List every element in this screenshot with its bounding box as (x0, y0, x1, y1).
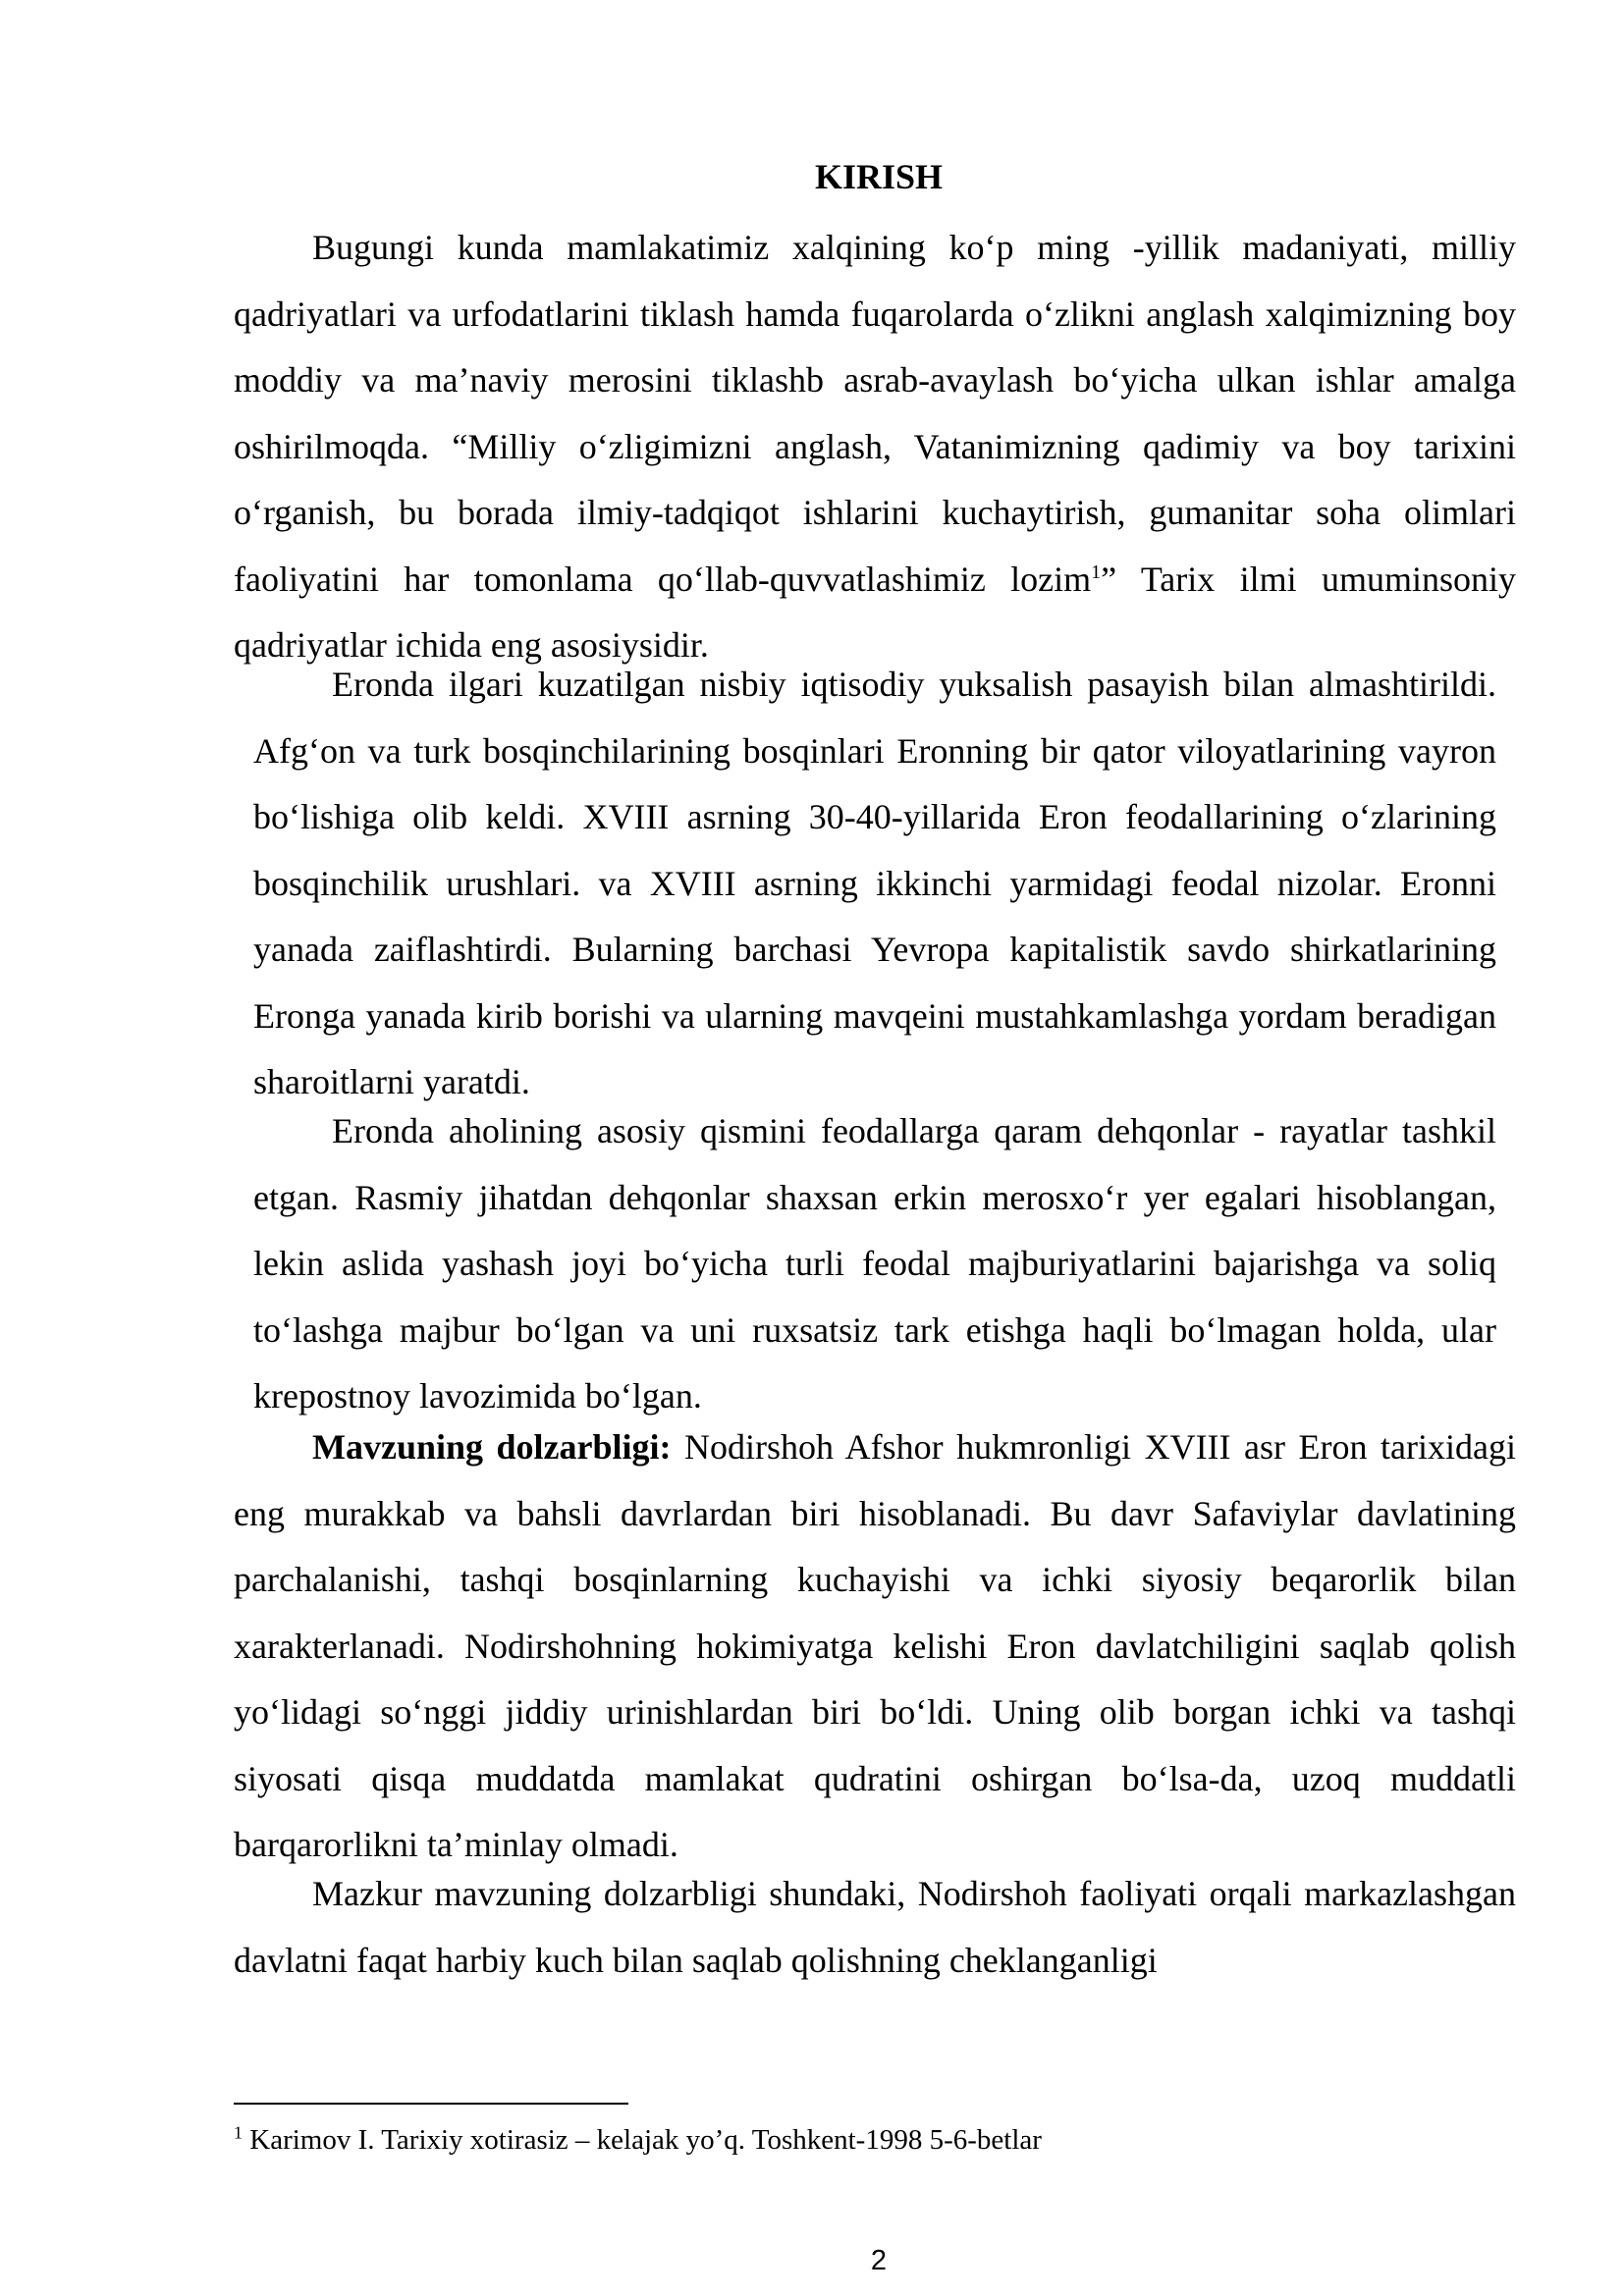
paragraph-intro-text: Bugungi kunda mamlakatimiz xalqining ko‘p ming -yillik madaniyati, milliy qadriyatlari va urfodatlarini tiklash hamda fuqarolarda o‘zlikni anglash xalqimizning boy moddiy va ma’naviy merosini tiklashb asrab-avaylash bo‘yicha ulkan ishlar amalga oshirilmoqda. “Milliy o‘zligimizni anglash, Vatanimizning qadimiy va boy tarixini o‘rganish, bu borada ilmiy-tadqiqot ishlarini kuchaytirish, gumanitar soha olimlari faoliyatini har tomonlama qo‘llab-quvvatlashimiz lozim (234, 228, 1516, 599)
paragraph-peasants: Eronda aholining asosiy qismini feodallarga qaram dehqonlar - rayatlar tashkil etgan. Rasmiy jihatdan dehqonlar shaxsan erkin merosxo‘r yer egalari hisoblangan, lekin aslida yashash joyi bo‘yicha turli feodal majburiyatlarini bajarishga va soliq to‘lashga majbur bo‘lgan va uni ruxsatsiz tark etishga haqli bo‘lmagan holda, ular krepostnoy lavozimida bo‘lgan. (253, 1111, 1496, 1415)
paragraph-significance: Mazkur mavzuning dolzarbligi shundaki, Nodirshoh faoliyati orqali markazlashgan davlatni faqat harbiy kuch bilan saqlab qolishning cheklanganligi (234, 1874, 1516, 1980)
footnote-separator (234, 2103, 628, 2105)
footnote-text: Karimov I. Tarixiy xotirasiz – kelajak yo’q. Toshkent-1998 5-6-betlar (243, 2124, 1042, 2156)
relevance-lead: Mavzuning dolzarbligi: (312, 1427, 672, 1467)
page-number: 2 (870, 2245, 888, 2276)
page-heading: KIRISH (814, 157, 944, 196)
paragraph-economy: Eronda ilgari kuzatilgan nisbiy iqtisodiy yuksalish pasayish bilan almashtirildi. Afg‘on va turk bosqinchilarining bosqinlari Eronning bir qator viloyatlarining vayron bo‘lishiga olib keldi. XVIII asrning 30-40-yillarida Eron feodallarining o‘zlarining bosqinchilik urushlari. va XVIII asrning ikkinchi yarmidagi feodal nizolar. Eronni yanada zaiflashtirdi. Bularning barchasi Yevropa kapitalistik savdo shirkatlarining Eronga yanada kirib borishi va ularning mavqeini mustahkamlashga yordam beradigan sharoitlarni yaratdi. (253, 665, 1496, 1101)
footnote (234, 2122, 1516, 2158)
paragraph-relevance (234, 1415, 1516, 1879)
footnote-reference[interactable]: 1 (1091, 561, 1102, 583)
relevance-text: Nodirshoh Afshor hukmronligi XVIII asr Eron tarixidagi eng murakkab va bahsli davrlardan biri hisoblanadi. Bu davr Safaviylar davlatining parchalanishi, tashqi bosqinlarning kuchayishi va ichki siyosiy beqarorlik bilan xarakterlanadi. Nodirshohning hokimiyatga kelishi Eron davlatchiligini saqlab qolish yo‘lidagi so‘nggi jiddiy urinishlardan biri bo‘ldi. Uning olib borgan ichki va tashqi siyosati qisqa muddatda mamlakat qudratini oshirgan bo‘lsa-da, uzoq muddatli barqarorlikni ta’minlay olmadi. (234, 1427, 1516, 1864)
paragraph-intro-tail: ” Tarix ilmi umuminsoniy qadriyatlar ichida eng asosiysidir. (234, 559, 1516, 665)
footnote-marker: 1 (234, 2122, 243, 2143)
paragraph-intro (234, 215, 1516, 679)
